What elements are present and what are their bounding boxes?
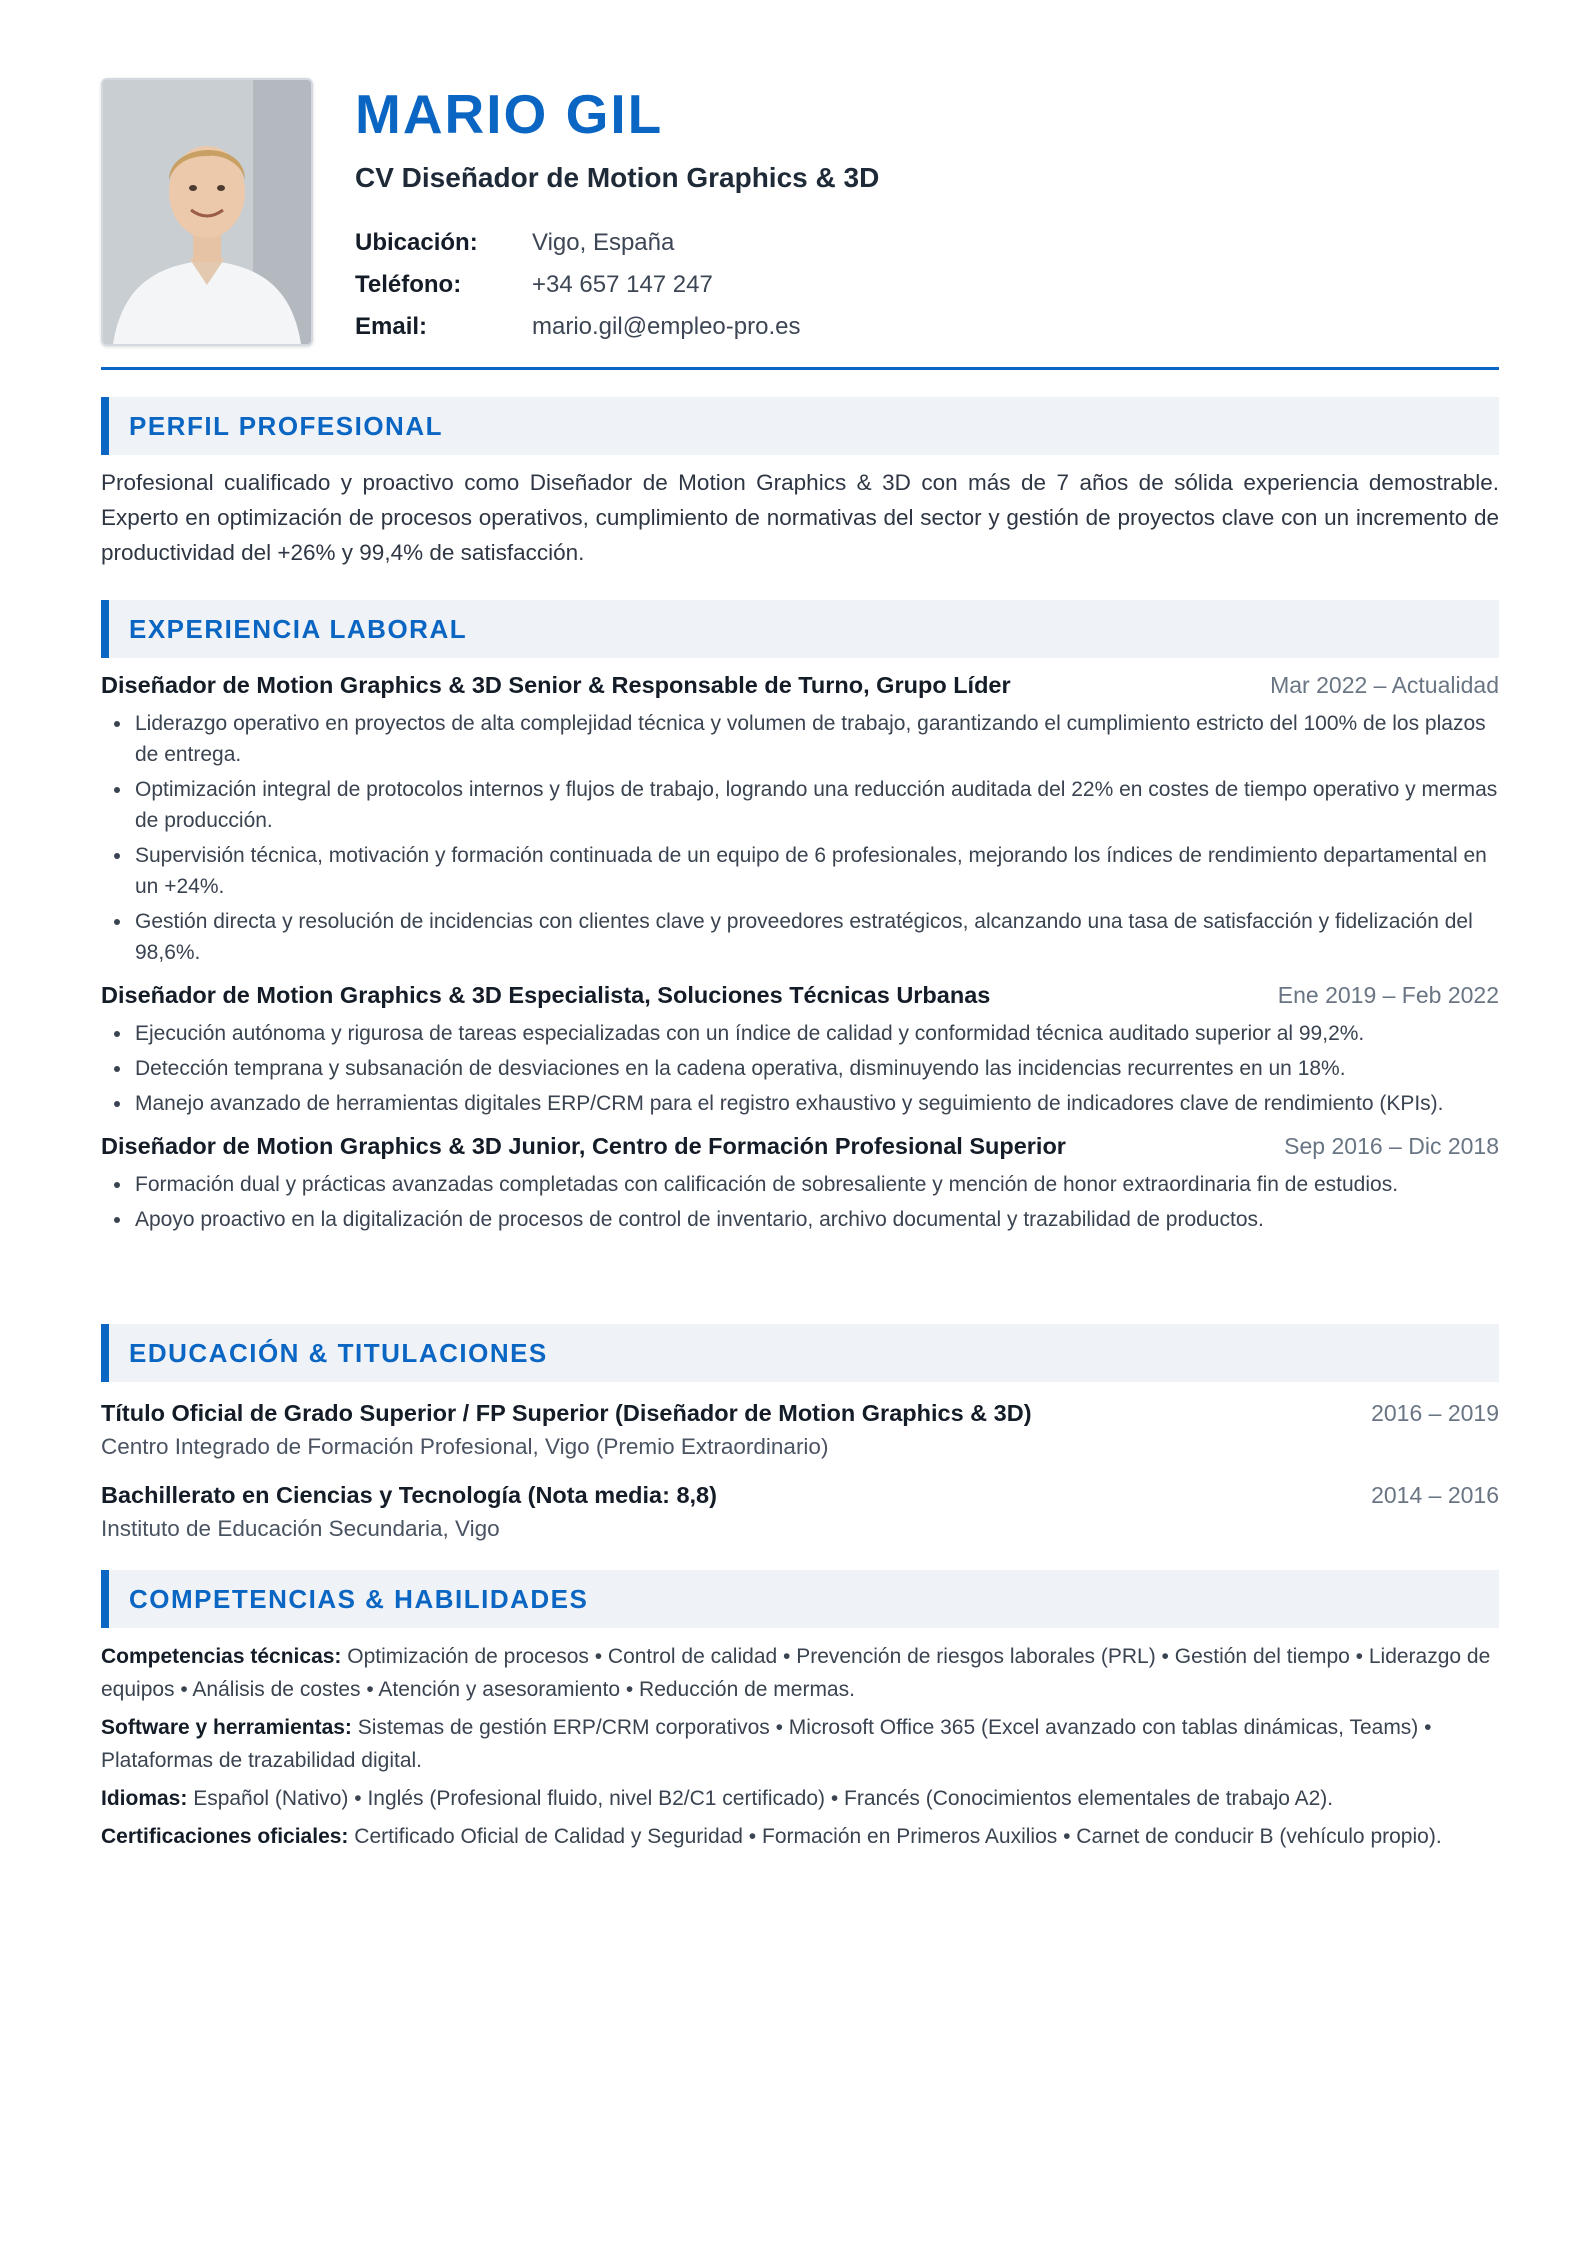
resume-header	[101, 78, 1499, 368]
skill-line-languages	[101, 1782, 1499, 1815]
contact-label: Email:	[355, 313, 428, 340]
profile-section	[101, 397, 1499, 570]
profile-summary: Profesional cualificado y proactivo como Diseñador de Motion Graphics & 3D con más de 7 años de sólida experiencia demostrable. Experto en optimización de procesos operativos, cumplimiento de normativas del sector y gestión de proyectos clave con un incremento de productividad del +26% y 99,4% de satisfacción.	[101, 470, 1499, 565]
job-bullets	[101, 1018, 1499, 1119]
education-date: 2016 – 2019	[1371, 1400, 1499, 1426]
skill-text: Sistemas de gestión ERP/CRM corporativos • Microsoft Office 365 (Excel avanzado con tablas dinámicas, Teams) • Plataformas de trazabilidad digital.	[101, 1716, 1432, 1772]
email-value[interactable]: mario.gil@empleo-pro.es	[532, 313, 801, 340]
skill-text: Español (Nativo) • Inglés (Profesional fluido, nivel B2/C1 certificado) • Francés (Conocimientos elementales de trabajo A2).	[187, 1787, 1334, 1810]
education-section	[101, 1324, 1499, 1546]
list-item: Detección temprana y subsanación de desviaciones en la cadena operativa, disminuyendo las incidencias recurrentes en un 18%.	[135, 1053, 1499, 1084]
job-header	[101, 1133, 1499, 1169]
skills-section	[101, 1570, 1499, 1858]
job-header	[101, 982, 1499, 1018]
job-date: Sep 2016 – Dic 2018	[1284, 1133, 1499, 1159]
experience-section	[101, 600, 1499, 1239]
education-header	[101, 1396, 1499, 1430]
skill-label: Certificaciones oficiales:	[101, 1825, 349, 1848]
section-header	[101, 1570, 1499, 1628]
job-date: Mar 2022 – Actualidad	[1270, 672, 1499, 698]
list-item: Liderazgo operativo en proyectos de alta complejidad técnica y volumen de trabajo, garantizando el cumplimiento estricto del 100% de los plazos de entrega.	[135, 708, 1499, 770]
job-header	[101, 672, 1499, 708]
list-item: Apoyo proactivo en la digitalización de procesos de control de inventario, archivo documental y trazabilidad de productos.	[135, 1204, 1499, 1235]
list-item: Ejecución autónoma y rigurosa de tareas especializadas con un índice de calidad y conformidad técnica auditado superior al 99,2%.	[135, 1018, 1499, 1049]
skill-line-certifications	[101, 1820, 1499, 1853]
education-institution: Centro Integrado de Formación Profesional, Vigo (Premio Extraordinario)	[101, 1434, 829, 1459]
job-bullets	[101, 708, 1499, 968]
skill-line-software	[101, 1711, 1499, 1777]
section-title: PERFIL PROFESIONAL	[129, 410, 443, 441]
section-header	[101, 397, 1499, 455]
job-title: Diseñador de Motion Graphics & 3D Senior & Responsable de Turno, Grupo Líder	[101, 672, 1011, 698]
education-entry	[101, 1478, 1499, 1546]
skill-label: Competencias técnicas:	[101, 1645, 342, 1668]
skills-list	[101, 1640, 1499, 1853]
section-title: EDUCACIÓN & TITULACIONES	[129, 1337, 548, 1368]
job-entry	[101, 982, 1499, 1119]
education-title: Título Oficial de Grado Superior / FP Superior (Diseñador de Motion Graphics & 3D)	[101, 1400, 1032, 1426]
education-date: 2014 – 2016	[1371, 1482, 1499, 1508]
list-item: Supervisión técnica, motivación y formación continuada de un equipo de 6 profesionales, mejorando los índices de rendimiento departamental en un +24%.	[135, 840, 1499, 902]
phone-value[interactable]: +34 657 147 247	[532, 271, 713, 298]
job-entry	[101, 672, 1499, 968]
location-value: Vigo, España	[532, 229, 675, 256]
cv-subtitle: CV Diseñador de Motion Graphics & 3D	[355, 162, 880, 193]
education-title: Bachillerato en Ciencias y Tecnología (Nota media: 8,8)	[101, 1482, 717, 1508]
skill-text: Certificado Oficial de Calidad y Seguridad • Formación en Primeros Auxilios • Carnet de conducir B (vehículo propio).	[348, 1825, 1442, 1848]
section-header	[101, 1324, 1499, 1382]
job-entry	[101, 1133, 1499, 1235]
header-divider	[101, 367, 1499, 370]
job-bullets	[101, 1169, 1499, 1235]
list-item: Formación dual y prácticas avanzadas completadas con calificación de sobresaliente y mención de honor extraordinaria fin de estudios.	[135, 1169, 1499, 1200]
section-title: COMPETENCIAS & HABILIDADES	[129, 1583, 589, 1614]
skill-label: Software y herramientas:	[101, 1716, 352, 1739]
education-institution: Instituto de Educación Secundaria, Vigo	[101, 1516, 500, 1541]
list-item: Gestión directa y resolución de incidencias con clientes clave y proveedores estratégicos, alcanzando una tasa de satisfacción y fidelización del 98,6%.	[135, 906, 1499, 968]
contact-label: Teléfono:	[355, 271, 462, 298]
candidate-name: MARIO GIL	[355, 83, 664, 145]
education-entry	[101, 1396, 1499, 1464]
job-title: Diseñador de Motion Graphics & 3D Especialista, Soluciones Técnicas Urbanas	[101, 982, 991, 1008]
education-header	[101, 1478, 1499, 1512]
job-title: Diseñador de Motion Graphics & 3D Junior, Centro de Formación Profesional Superior	[101, 1133, 1066, 1159]
list-item: Manejo avanzado de herramientas digitales ERP/CRM para el registro exhaustivo y seguimiento de indicadores clave de rendimiento (KPIs).	[135, 1088, 1499, 1119]
skill-text: Optimización de procesos • Control de calidad • Prevención de riesgos laborales (PRL) • Gestión del tiempo • Liderazgo de equipos • Análisis de costes • Atención y asesoramiento • Reducción de mermas.	[101, 1645, 1491, 1701]
contact-email	[355, 306, 800, 348]
contact-label: Ubicación:	[355, 229, 478, 256]
contact-location	[355, 222, 800, 264]
profile-photo	[101, 78, 313, 346]
skill-line-technical	[101, 1640, 1499, 1706]
job-date: Ene 2019 – Feb 2022	[1277, 982, 1499, 1008]
list-item: Optimización integral de protocolos internos y flujos de trabajo, logrando una reducción auditada del 22% en costes de tiempo operativo y mermas de producción.	[135, 774, 1499, 836]
section-title: EXPERIENCIA LABORAL	[129, 613, 468, 644]
section-header	[101, 600, 1499, 658]
contact-info	[355, 222, 800, 348]
contact-phone	[355, 264, 800, 306]
skill-label: Idiomas:	[101, 1787, 188, 1810]
